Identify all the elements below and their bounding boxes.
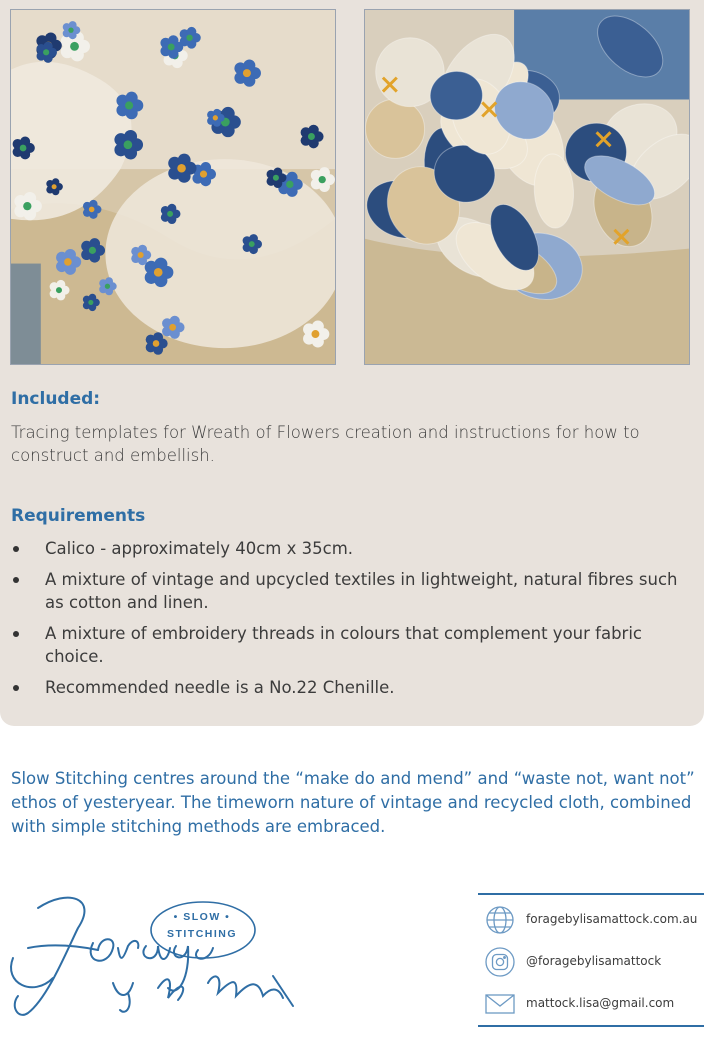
forage-logo	[8, 888, 308, 1028]
email-address[interactable]: mattock.lisa@gmail.com	[526, 996, 675, 1010]
website-row[interactable]	[484, 904, 704, 936]
website-link[interactable]: foragebylisamattock.com.au	[526, 912, 698, 926]
included-heading: Included:	[11, 389, 101, 409]
requirements-list	[11, 537, 696, 707]
badge-line-stitching: STITCHING	[166, 928, 238, 940]
embroidered-flowers-photo	[10, 9, 336, 365]
included-text: Tracing templates for Wreath of Flowers creation and instructions for how to construct and embellish.	[11, 423, 640, 465]
email-row[interactable]	[484, 988, 704, 1020]
requirement-item: A mixture of embroidery threads in colours that complement your fabric choice.	[11, 622, 696, 668]
requirements-heading: Requirements	[11, 506, 146, 526]
instagram-icon	[484, 946, 516, 978]
requirement-item: Recommended needle is a No.22 Chenille.	[11, 676, 696, 699]
ethos-statement: Slow Stitching centres around the “make do and mend” and “waste not, want not” ethos of yesteryear. The timeworn nature of vintage and recycled cloth, combined with simple stitching methods are embraced.	[11, 769, 695, 836]
requirement-item: Calico - approximately 40cm x 35cm.	[11, 537, 696, 560]
contact-block	[478, 893, 704, 1027]
globe-icon	[484, 904, 516, 936]
forage-script-logo	[8, 888, 308, 1028]
instagram-handle[interactable]: @foragebylisamattock	[526, 954, 662, 968]
fabric-wreath-photo	[364, 9, 690, 365]
instagram-row[interactable]	[484, 946, 704, 978]
badge-line-slow: • SLOW •	[173, 911, 231, 923]
requirement-item: A mixture of vintage and upcycled textiles in lightweight, natural fibres such as cotton and linen.	[11, 568, 696, 614]
envelope-icon	[484, 988, 516, 1020]
